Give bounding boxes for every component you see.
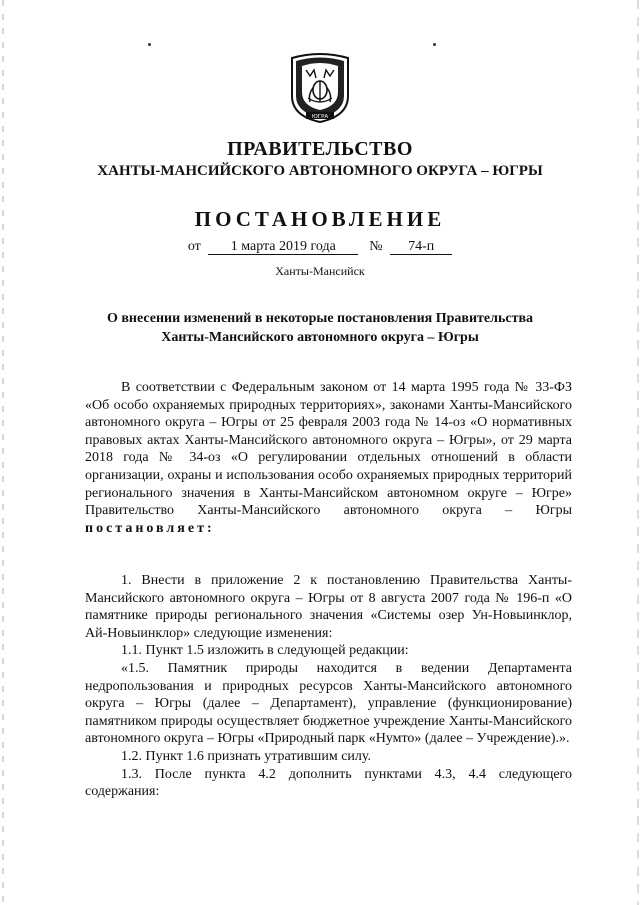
government-subtitle: ХАНТЫ-МАНСИЙСКОГО АВТОНОМНОГО ОКРУГА – ЮГРЫ bbox=[97, 163, 543, 179]
emblem-text: ЮГРА bbox=[311, 114, 329, 120]
item-1-2: 1.2. Пункт 1.6 признать утратившим силу. bbox=[121, 748, 371, 764]
city: Ханты-Мансийск bbox=[275, 264, 365, 278]
items bbox=[85, 572, 572, 801]
subject-line: О внесении изменений в некоторые постановления Правительства bbox=[106, 311, 534, 326]
coat-of-arms-icon bbox=[286, 52, 354, 124]
dateline bbox=[0, 239, 640, 255]
subject-line: Ханты-Мансийского автономного округа – Югры bbox=[161, 330, 479, 345]
document-date: 1 марта 2019 года bbox=[208, 239, 358, 255]
from-label: от bbox=[187, 239, 201, 254]
scan-edge-right bbox=[637, 0, 639, 905]
preamble bbox=[85, 379, 572, 537]
item-1-3: 1.3. После пункта 4.2 дополнить пунктами 4.3, 4.4 следующего содержания: bbox=[85, 766, 572, 800]
item-1: 1. Внести в приложение 2 к постановлению Правительства Ханты-Мансийского автономного округа – Югры от 8 августа 2007 года № 196-п «О памятнике природы регионального значения «Системы озер Ун-Новыинклор, Ай-Новыинклор» следующие изменения: bbox=[85, 573, 572, 641]
preamble-text bbox=[85, 379, 572, 537]
scan-speck bbox=[433, 43, 436, 46]
number-label: № bbox=[369, 239, 383, 254]
decree-word: постановляет: bbox=[85, 520, 215, 536]
item-1-5-text: «1.5. Памятник природы находится в ведении Департамента недропользования и природных ресурсов Ханты-Мансийского автономного округа – Югры (далее – Департамент), управление (функционирование) памятником природы осуществляет бюджетное учреждение Ханты-Мансийского автономного округа – Югры «Природный парк «Нумто» (далее – Учреждение).». bbox=[85, 660, 572, 747]
document-type: ПОСТАНОВЛЕНИЕ bbox=[194, 207, 446, 231]
document-subject bbox=[60, 309, 580, 347]
scan-edge-left bbox=[2, 0, 4, 905]
scan-speck bbox=[148, 43, 151, 46]
government-title: ПРАВИТЕЛЬСТВО bbox=[227, 138, 413, 160]
document-number: 74-п bbox=[390, 239, 452, 255]
preamble-body: В соответствии с Федеральным законом от 14 марта 1995 года № 33-ФЗ «Об особо охраняемых природных территориях», законами Ханты-Мансийского автономного округа – Югры от 25 февраля 2003 года № 14-оз «О нормативных правовых актах Ханты-Мансийского автономного округа – Югры», от 29 марта 2018 года № 34-оз «О регулировании отдельных отношений в области организации, охраны и использования особо охраняемых природных территорий регионального значения в Ханты-Мансийском автономном округе – Югре» Правительство Ханты-Мансийского автономного округа – Югры bbox=[85, 380, 572, 519]
item-1-1: 1.1. Пункт 1.5 изложить в следующей редакции: bbox=[121, 643, 409, 659]
